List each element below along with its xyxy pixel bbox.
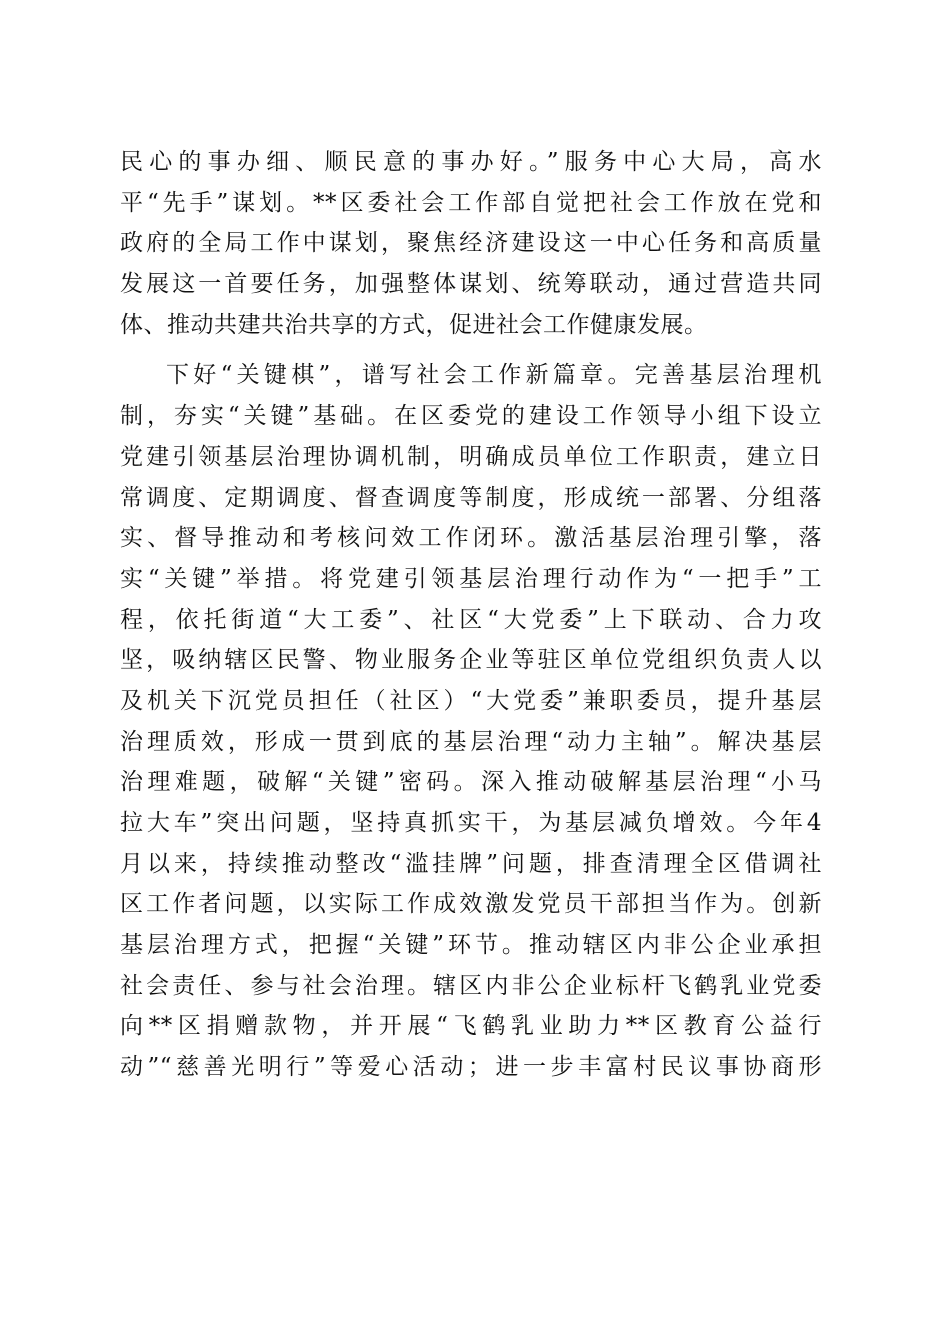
text-line: 及机关下沉党员担任（社区）“大党委”兼职委员，提升基层	[120, 687, 822, 714]
text-line: 体、推动共建共治共享的方式，促进社会工作健康发展。	[120, 311, 708, 338]
body-text	[120, 142, 822, 1088]
text-line: 治理难题，破解“关键”密码。深入推动破解基层治理“小马	[120, 769, 822, 796]
paragraph-first-line: 下好“关键棋”，谱写社会工作新篇章。完善基层治理机	[166, 362, 822, 389]
text-line: 月以来，持续推动整改“滥挂牌”问题，排查清理全区借调社	[120, 850, 822, 877]
text-line: 基层治理方式，把握“关键”环节。推动辖区内非公企业承担	[120, 932, 822, 959]
text-line: 区工作者问题，以实际工作成效激发党员干部担当作为。创新	[120, 891, 822, 918]
text-line: 程，依托街道“大工委”、社区“大党委”上下联动、合力攻	[120, 606, 822, 633]
text-line: 党建引领基层治理协调机制，明确成员单位工作职责，建立日	[120, 443, 822, 470]
text-line: 向**区捐赠款物，并开展“飞鹤乳业助力**区教育公益行	[120, 1013, 822, 1040]
text-line: 拉大车”突出问题，坚持真抓实干，为基层减负增效。今年4	[120, 810, 822, 836]
text-line: 社会责任、参与社会治理。辖区内非公企业标杆飞鹤乳业党委	[120, 972, 822, 999]
text-line: 实、督导推动和考核问效工作闭环。激活基层治理引擎，落	[120, 525, 822, 552]
text-line: 政府的全局工作中谋划，聚焦经济建设这一中心任务和高质量	[120, 230, 822, 257]
text-line: 制，夯实“关键”基础。在区委党的建设工作领导小组下设立	[120, 403, 822, 430]
text-line: 坚，吸纳辖区民警、物业服务企业等驻区单位党组织负责人以	[120, 647, 822, 674]
text-line: 实“关键”举措。将党建引领基层治理行动作为“一把手”工	[120, 565, 822, 592]
text-line: 常调度、定期调度、督查调度等制度，形成统一部署、分组落	[120, 484, 822, 511]
text-line: 治理质效，形成一贯到底的基层治理“动力主轴”。解决基层	[120, 728, 822, 755]
text-line: 发展这一首要任务，加强整体谋划、统筹联动，通过营造共同	[120, 271, 822, 298]
text-line: 动”“慈善光明行”等爱心活动；进一步丰富村民议事协商形	[120, 1054, 822, 1081]
text-line: 平“先手”谋划。**区委社会工作部自觉把社会工作放在党和	[120, 189, 822, 216]
text-line: 民心的事办细、顺民意的事办好。”服务中心大局，高水	[120, 149, 822, 175]
